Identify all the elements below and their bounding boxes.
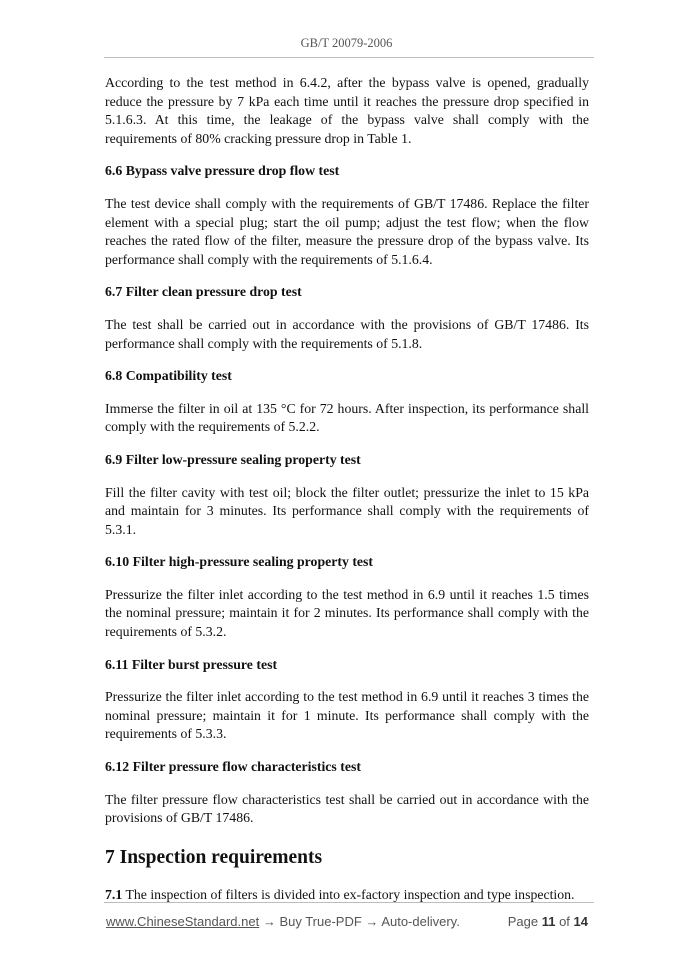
section-6-11-paragraph: Pressurize the filter inlet according to the test method in 6.9 until it reaches 3 times the nominal pressure; maintain it for 1 minute. Its performance shall comply with the requirements of 5.3.3. bbox=[105, 689, 589, 742]
section-6-9-paragraph: Fill the filter cavity with test oil; block the filter outlet; pressurize the inlet to 15 kPa and maintain for 3 minutes. Its performance shall comply with the requirements of 5.3.1. bbox=[105, 484, 589, 537]
arrow-icon: → bbox=[361, 914, 382, 929]
page-current: 11 bbox=[541, 914, 556, 929]
page-label: Page bbox=[507, 914, 542, 929]
section-6-6-heading: 6.6 Bypass valve pressure drop flow test bbox=[105, 163, 340, 179]
delivery-text: Auto-delivery. bbox=[381, 914, 460, 929]
footer-divider bbox=[104, 902, 594, 903]
section-7-1-text: The inspection of filters is divided into ex-factory inspection and type inspection. bbox=[122, 886, 575, 902]
footer-promo bbox=[106, 914, 460, 929]
page-of-label: of bbox=[555, 914, 574, 929]
page-header bbox=[0, 36, 693, 51]
document-body bbox=[105, 74, 589, 904]
chapter-7-heading: 7 Inspection requirements bbox=[105, 846, 323, 868]
section-6-7-paragraph: The test shall be carried out in accordance with the provisions of GB/T 17486. Its performance shall comply with the requirements of 5.1.8. bbox=[105, 316, 589, 351]
section-6-10-paragraph: Pressurize the filter inlet according to the test method in 6.9 until it reaches 1.5 times the nominal pressure; maintain it for 2 minutes. Its performance shall comply with the requirements of 5.3.2. bbox=[105, 586, 589, 640]
section-6-7-heading: 6.7 Filter clean pressure drop test bbox=[105, 284, 302, 300]
site-link[interactable]: www.ChineseStandard.net bbox=[106, 914, 260, 929]
section-7-1-number: 7.1 bbox=[105, 886, 123, 902]
section-6-11-heading: 6.11 Filter burst pressure test bbox=[105, 656, 278, 672]
arrow-icon: → bbox=[259, 914, 280, 929]
section-6-10-heading: 6.10 Filter high-pressure sealing property test bbox=[105, 554, 374, 570]
section-6-12-paragraph: The filter pressure flow characteristics test shall be carried out in accordance with the provisions of GB/T 17486. bbox=[105, 791, 589, 826]
intro-paragraph: According to the test method in 6.4.2, after the bypass valve is opened, gradually reduce the pressure by 7 kPa each time until it reaches the pressure drop specified in 5.1.6.3. At this time, the leakage of the bypass valve shall comply with the requirements of 80% cracking pressure drop in Table 1. bbox=[105, 75, 589, 146]
section-6-9-heading: 6.9 Filter low-pressure sealing property test bbox=[105, 451, 361, 467]
section-6-6-paragraph: The test device shall comply with the requirements of GB/T 17486. Replace the filter element with a special plug; start the oil pump; adjust the test flow; when the flow reaches the rated flow of the filter, measure the pressure drop of the bypass valve. Its performance shall comply with the requirements of 5.1.6.4. bbox=[105, 195, 589, 267]
section-6-8-heading: 6.8 Compatibility test bbox=[105, 368, 232, 384]
section-6-8-paragraph: Immerse the filter in oil at 135 °C for 72 hours. After inspection, its performance shall comply with the requirements of 5.2.2. bbox=[105, 400, 589, 435]
buy-text: Buy True-PDF bbox=[279, 914, 362, 929]
header-divider bbox=[104, 57, 594, 58]
page-indicator bbox=[508, 914, 588, 929]
standard-code: GB/T 20079-2006 bbox=[300, 36, 393, 50]
section-6-12-heading: 6.12 Filter pressure flow characteristics test bbox=[105, 759, 361, 775]
page-total: 14 bbox=[573, 914, 588, 929]
